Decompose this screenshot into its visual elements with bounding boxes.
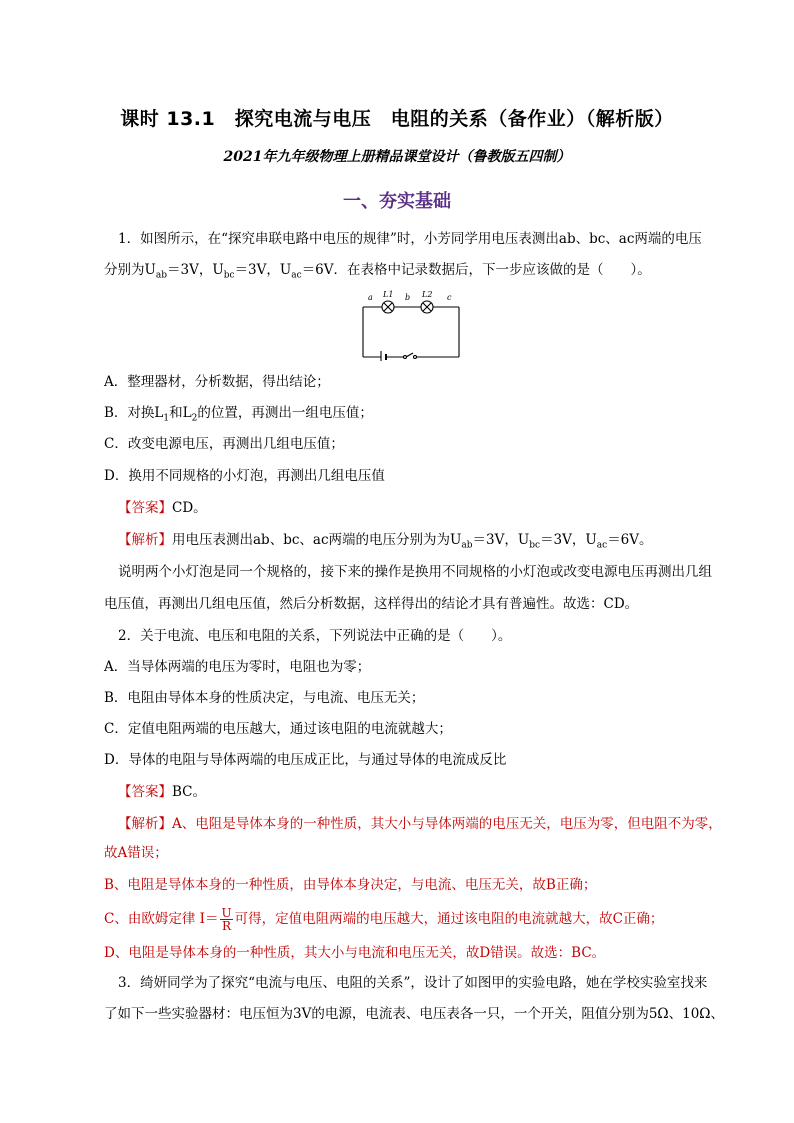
q2-analysis-line5: D、电阻是导体本身的一种性质，其大小与电流和电压无关，故D错误。故选：BC。	[104, 945, 606, 961]
q2-answer	[118, 782, 724, 802]
document-title: 课时 13.1 探究电流与电压 电阻的关系（备作业）（解析版）	[120, 108, 674, 130]
q2-analysis-line3: B、电阻是导体本身的一种性质，由导体本身决定，与电流、电压无关，故B正确；	[104, 877, 597, 893]
fraction-denominator: R	[222, 919, 232, 933]
q2-analysis-line4	[104, 907, 724, 932]
q1-option-b: B．对换$L_1$和$L_2$的位置，再测出一组电压值；	[104, 405, 373, 424]
lamp-l1-label: L1	[383, 290, 394, 299]
section-heading: 一、夯实基础	[343, 191, 451, 212]
q2-analysis-text4-pre: C、由欧姆定律 I＝	[104, 911, 219, 927]
answer-tag: 【答案】	[118, 500, 172, 516]
node-c-label: c	[447, 293, 452, 302]
analysis-tag: 【解析】	[118, 532, 172, 548]
q2-option-c: C．定值电阻两端的电压越大，通过该电阻的电流就越大；	[104, 721, 452, 737]
q1-answer	[118, 498, 724, 518]
node-a-label: a	[368, 293, 373, 302]
document-subtitle: 2021年九年级物理上册精品课堂设计（鲁教版五四制）	[223, 149, 571, 165]
q2-analysis-text4-post: 可得，定值电阻两端的电压越大，通过该电阻的电流就越大，故C正确；	[234, 911, 664, 927]
q2-stem: 2．关于电流、电压和电阻的关系，下列说法中正确的是（ ）。	[118, 628, 512, 644]
lamp-l2-label: L2	[422, 290, 433, 299]
node-b-label: b	[405, 293, 411, 302]
q3-line1: 3．绮妍同学为了探究“电流与电压、电阻的关系”，设计了如图甲的实验电路，她在学校实验室找来	[118, 975, 708, 991]
q2-analysis-line1	[118, 814, 724, 834]
q1-analysis-line1	[118, 530, 724, 556]
q2-analysis-line2: 故A错误；	[104, 845, 168, 861]
q3-line2: 了如下一些实验器材：电压恒为3V的电源，电流表、电压表各一只，一个开关，阻值分别为5Ω、10Ω、	[104, 1006, 724, 1022]
q2-answer-value: BC。	[172, 784, 207, 800]
q1-option-d: D．换用不同规格的小灯泡，再测出几组电压值	[104, 468, 385, 484]
q1-option-c: C．改变电源电压，再测出几组电压值；	[104, 436, 344, 452]
q1-analysis-line3: 电压值，再测出几组电压值，然后分析数据，这样得出的结论才具有普遍性。故选：CD。	[104, 596, 639, 612]
analysis-tag: 【解析】	[118, 816, 172, 832]
q2-option-b: B．电阻由导体本身的性质决定，与电流、电压无关；	[104, 690, 425, 706]
q1-answer-value: CD。	[172, 500, 207, 516]
answer-tag: 【答案】	[118, 784, 172, 800]
q1-stem-line2: 分别为$U_{ab}=3V$，$U_{bc}=3V$，$U_{ac}=6V$．在表格中记录数据后，下一步应该做的是（ ）。	[104, 262, 651, 281]
q1-option-a: A．整理器材，分析数据，得出结论；	[104, 374, 330, 390]
q1-stem-line1: 1．如图所示，在“探究串联电路中电压的规律”时，小芳同学用电压表测出ab、bc、ac两端的电压	[118, 231, 702, 247]
q2-option-a: A．当导体两端的电压为零时，电阻也为零；	[104, 659, 371, 675]
series-circuit-diagram	[355, 285, 465, 361]
q2-option-d: D．导体的电阻与导体两端的电压成正比，与通过导体的电流成反比	[104, 752, 507, 768]
fraction-numerator: U	[221, 906, 232, 920]
q2-analysis-text1: A、电阻是导体本身的一种性质，其大小与导体两端的电压无关，电压为零，但电阻不为零，	[172, 816, 722, 832]
q1-analysis-line2: 说明两个小灯泡是同一个规格的，接下来的操作是换用不同规格的小灯泡或改变电源电压再测出几组	[118, 564, 712, 580]
q1-analysis-text1: 用电压表测出ab、bc、ac两端的电压分别为为$U_{ab}=3V$，$U_{bc}=3V$，$U_{ac}=6V$。	[172, 532, 653, 551]
ohms-law-fraction	[220, 907, 232, 932]
